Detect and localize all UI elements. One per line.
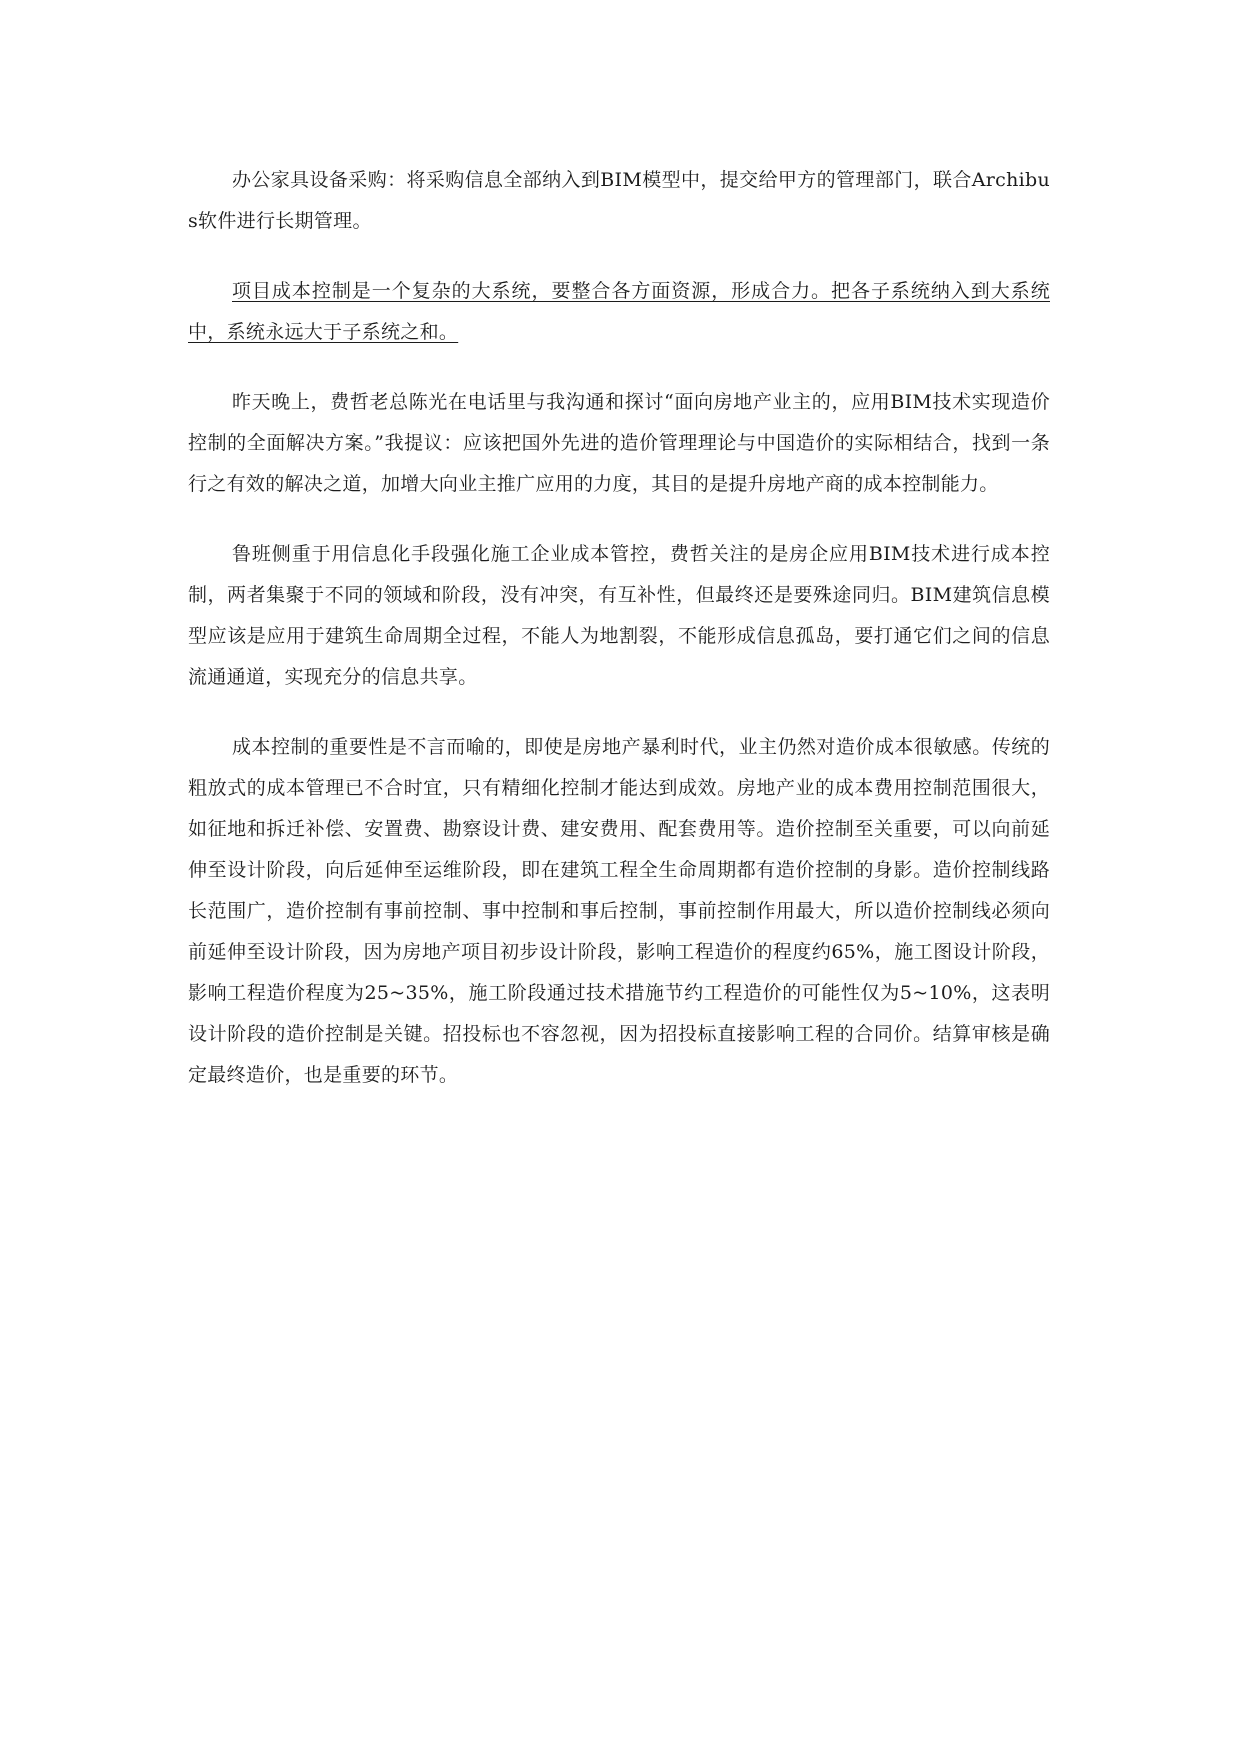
paragraph-text: 鲁班侧重于用信息化手段强化施工企业成本管控，费哲关注的是房企应用BIM技术进行成本控制，两者集聚于不同的领域和阶段，没有冲突，有互补性，但最终还是要殊途同归。BIM建筑信息模型应该是应用于建筑生命周期全过程，不能人为地割裂，不能形成信息孤岛，要打通它们之间的信息流通通道，实现充分的信息共享。: [188, 543, 1050, 688]
paragraph-office-furniture-procurement: [188, 160, 1050, 242]
paragraph-phone-discussion: [188, 382, 1050, 505]
paragraph-text: 办公家具设备采购：将采购信息全部纳入到BIM模型中，提交给甲方的管理部门，联合Archibus软件进行长期管理。: [188, 169, 1050, 232]
document-body: [188, 160, 1050, 1125]
paragraph-cost-control-system: [188, 271, 1050, 353]
paragraph-cost-control-importance: [188, 727, 1050, 1096]
paragraph-luban-feizhe: [188, 534, 1050, 698]
paragraph-text: 昨天晚上，费哲老总陈光在电话里与我沟通和探讨“面向房地产业主的，应用BIM技术实现造价控制的全面解决方案。”我提议：应该把国外先进的造价管理理论与中国造价的实际相结合，找到一条行之有效的解决之道，加增大向业主推广应用的力度，其目的是提升房地产商的成本控制能力。: [188, 391, 1050, 495]
underlined-paragraph-text: 项目成本控制是一个复杂的大系统，要整合各方面资源，形成合力。把各子系统纳入到大系统中，系统永远大于子系统之和。: [188, 280, 1050, 343]
paragraph-text: 成本控制的重要性是不言而喻的，即使是房地产暴利时代，业主仍然对造价成本很敏感。传统的粗放式的成本管理已不合时宜，只有精细化控制才能达到成效。房地产业的成本费用控制范围很大，如征地和拆迁补偿、安置费、勘察设计费、建安费用、配套费用等。造价控制至关重要，可以向前延伸至设计阶段，向后延伸至运维阶段，即在建筑工程全生命周期都有造价控制的身影。造价控制线路长范围广，造价控制有事前控制、事中控制和事后控制，事前控制作用最大，所以造价控制线必须向前延伸至设计阶段，因为房地产项目初步设计阶段，影响工程造价的程度约65%，施工图设计阶段，影响工程造价程度为25~35%，施工阶段通过技术措施节约工程造价的可能性仅为5~10%，这表明设计阶段的造价控制是关键。招投标也不容忽视，因为招投标直接影响工程的合同价。结算审核是确定最终造价，也是重要的环节。: [188, 736, 1050, 1086]
